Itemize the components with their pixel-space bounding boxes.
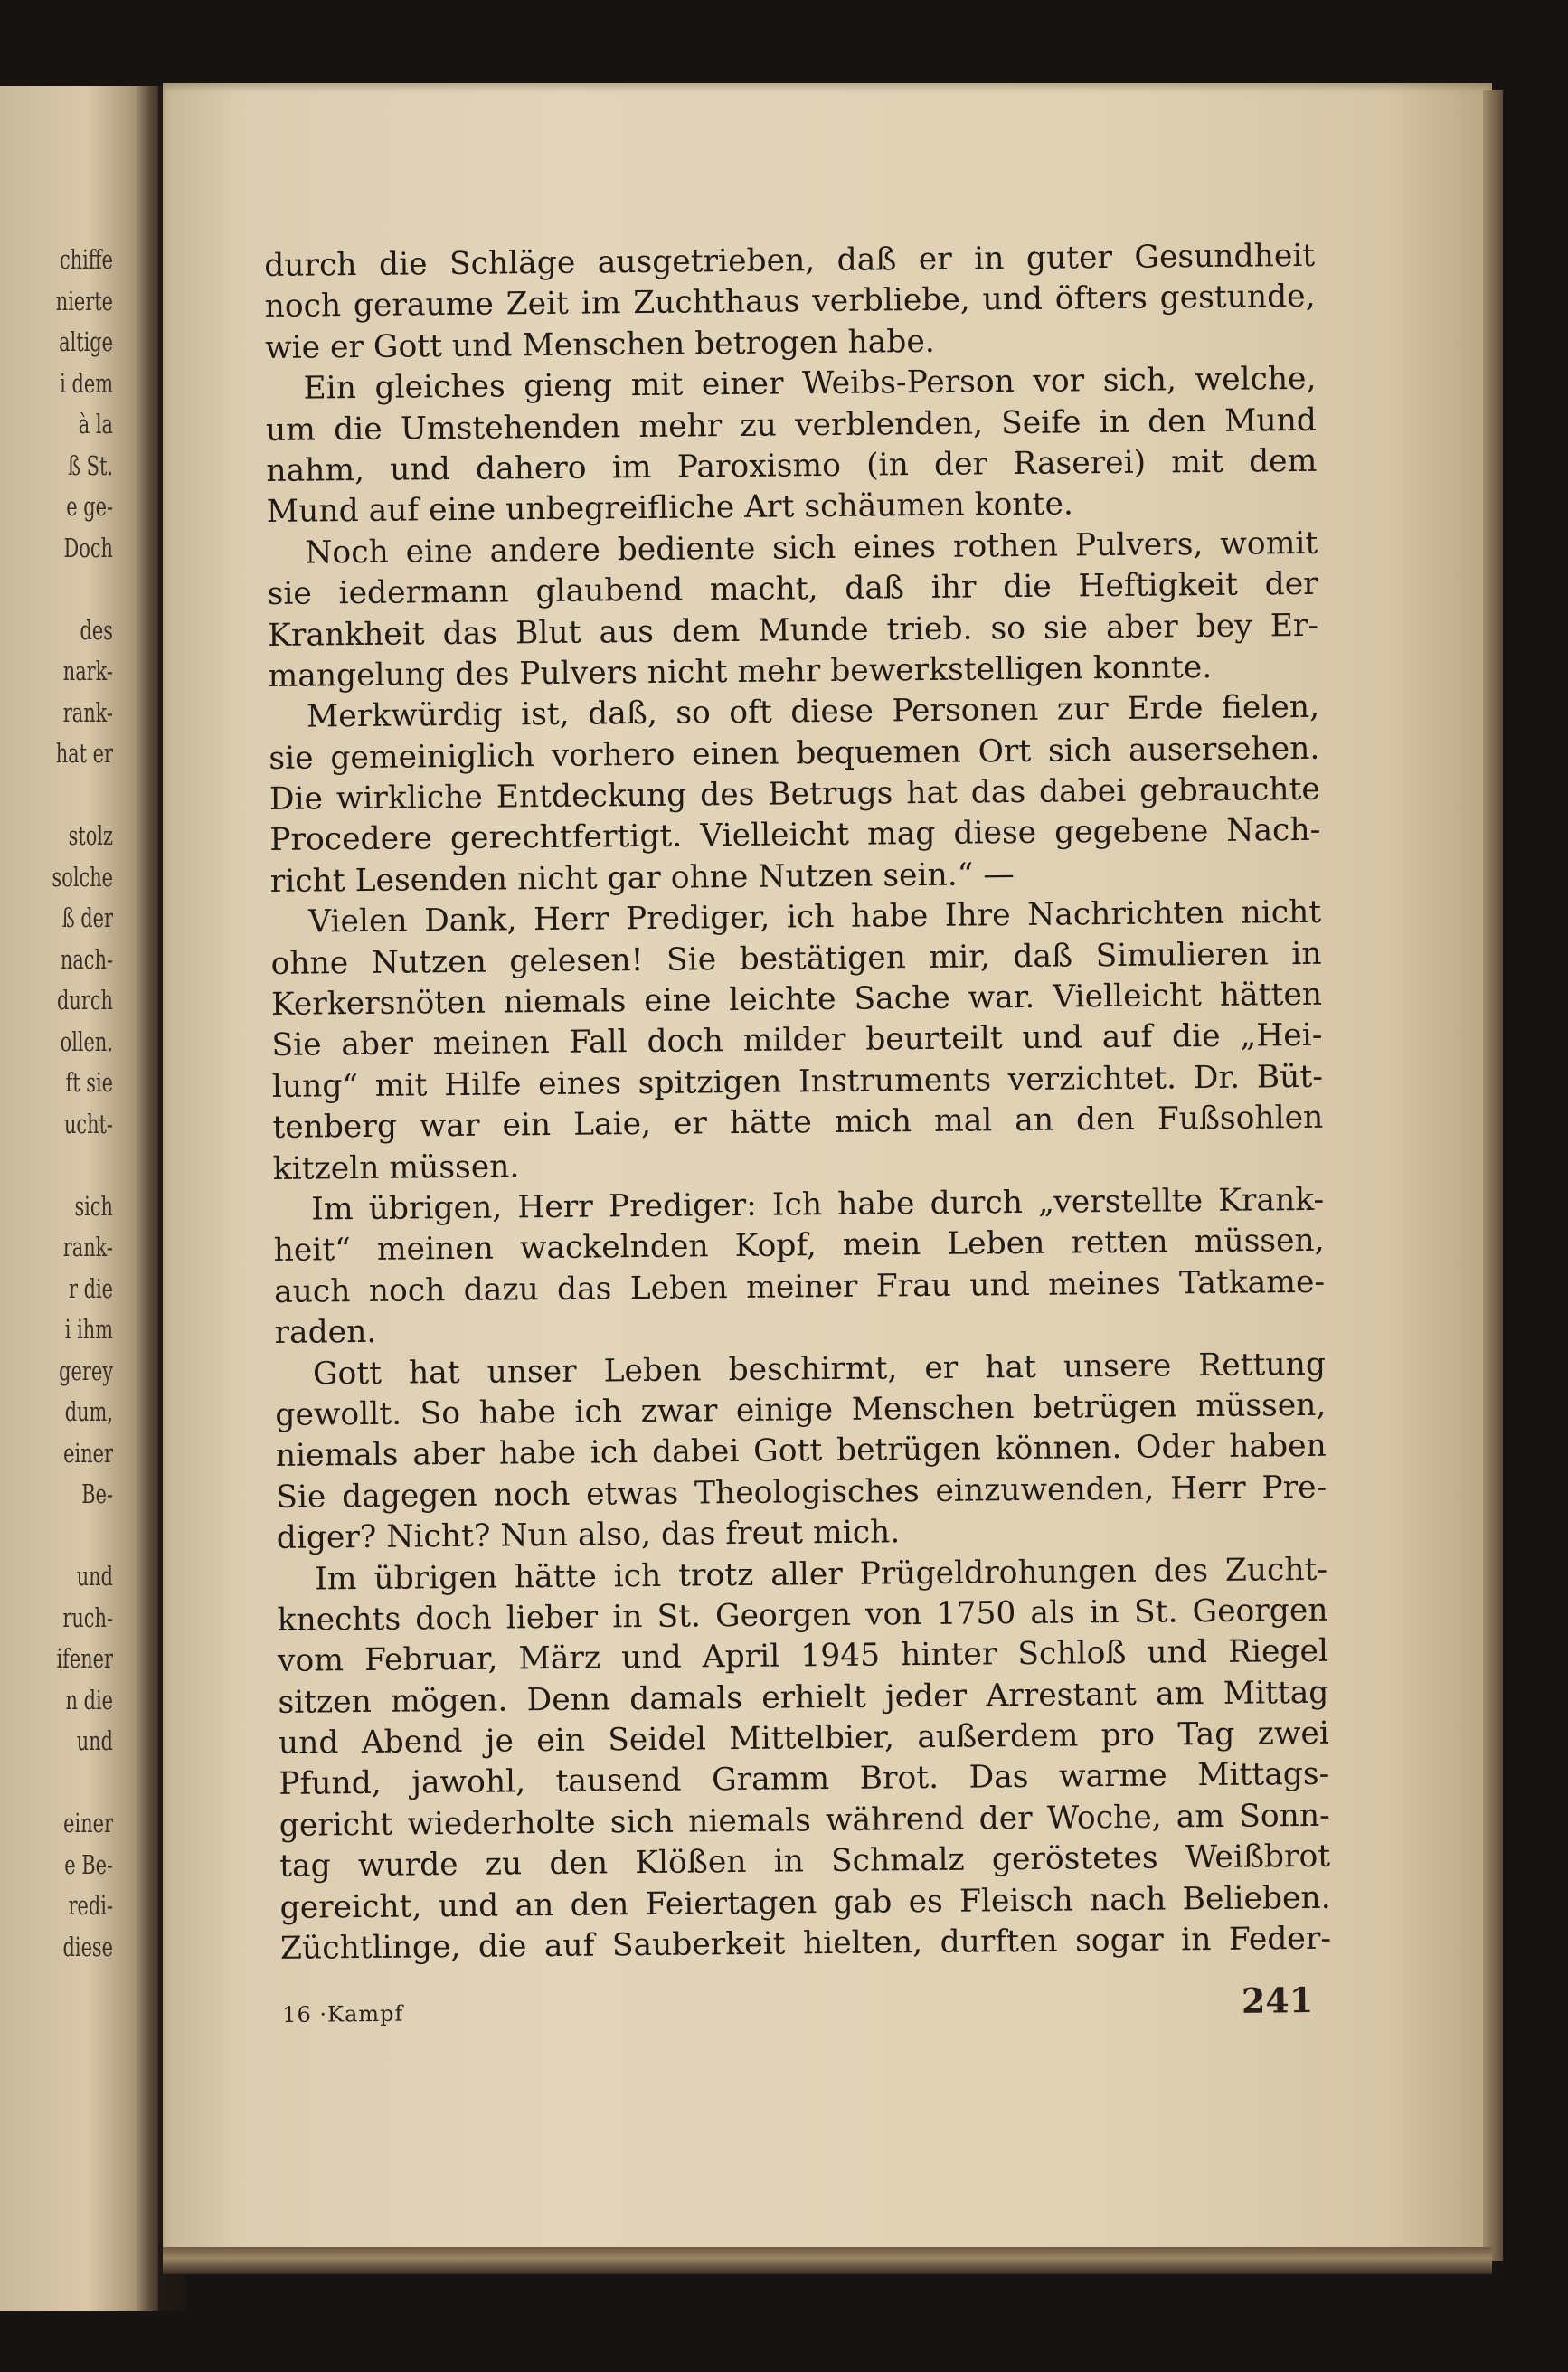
previous-page-line: Be- (81, 1479, 113, 1509)
previous-page-line: dum, (64, 1396, 113, 1427)
text-line: sitzen mögen. Denn damals erhielt jeder Arrestant am Mittag (278, 1674, 1329, 1721)
printer-signature: 16 ·Kampf (282, 2000, 404, 2027)
previous-page-line: à la (78, 409, 113, 439)
previous-page-line: ollen. (60, 1025, 113, 1057)
text-line: tenberg war ein Laie, er hätte mich mal an den Fußsohlen (272, 1100, 1324, 1147)
text-line: raden. (274, 1314, 377, 1352)
text-line: lung“ mit Hilfe eines spitzigen Instruments verzichtet. Dr. Büt- (271, 1058, 1324, 1105)
text-line: um die Umstehenden mehr zu verblenden, Seife in den Mund (265, 402, 1318, 449)
previous-page-line: einer (63, 1437, 113, 1469)
text-line: ohne Nutzen gelesen! Sie bestätigen mir, daß Simulieren in (270, 935, 1322, 982)
text-line: Kerkersnöten niemals eine leichte Sache war. Vielleicht hätten (270, 976, 1323, 1023)
text-line: Im übrigen, Herr Prediger: Ich habe durch „verstellte Krank- (311, 1181, 1325, 1228)
text-line: wie er Gott und Menschen betrogen habe. (264, 323, 935, 366)
previous-page-line: r die (68, 1272, 113, 1304)
previous-page-line: chiffe (59, 244, 113, 275)
text-line: und Abend je ein Seidel Mittelbier, außerdem pro Tag zwei (278, 1715, 1330, 1762)
text-line: Merkwürdig ist, daß, so oft diese Personen zur Erde fielen, (306, 689, 1320, 735)
text-line: Ein gleiches gieng mit einer Weibs-Person vor sich, welche, (303, 361, 1317, 407)
previous-page-line: ß der (61, 902, 113, 933)
text-line: Vielen Dank, Herr Prediger, ich habe Ihre Nachrichten nicht (307, 894, 1322, 940)
text-line: auch noch dazu das Leben meiner Frau und meines Tatkame- (273, 1263, 1326, 1310)
text-line: heit“ meinen wackelnden Kopf, mein Leben retten müssen, (273, 1223, 1325, 1270)
previous-page-line: gerey (59, 1355, 113, 1386)
text-line: knechts doch lieber in St. Georgen von 1750 als in St. Georgen (277, 1592, 1328, 1639)
previous-page-line: i dem (60, 367, 113, 399)
text-line: sie gemeiniglich vorhero einen bequemen Ort sich ausersehen. (269, 730, 1320, 777)
previous-page-line: einer (63, 1808, 113, 1838)
text-line: kitzeln müssen. (272, 1148, 520, 1187)
previous-page-line: redi- (68, 1890, 113, 1921)
text-line: Die wirkliche Entdeckung des Betrugs hat das dabei gebrauchte (269, 770, 1321, 818)
previous-page-line (32, 1762, 113, 1804)
previous-page-line: nach- (60, 943, 113, 975)
previous-page-line: und (76, 1725, 113, 1756)
page-number: 241 (1241, 1980, 1314, 2021)
previous-page-line: nark- (62, 656, 113, 686)
previous-page-line: n die (65, 1684, 113, 1715)
text-line: Krankheit das Blut aus dem Munde trieb. so sie aber bey Er- (267, 607, 1319, 654)
previous-page-line (32, 775, 113, 817)
text-line: richt Lesenden nicht gar ohne Nutzen sein.“ — (269, 855, 1015, 900)
text-line: Züchtlinge, die auf Sauberkeit hielten, durften sogar in Feder- (279, 1920, 1332, 1967)
text-line: Pfund, jawohl, tausend Gramm Brot. Das warme Mittags- (279, 1756, 1330, 1803)
previous-page-line: nierte (55, 285, 113, 317)
previous-page-line (32, 1516, 113, 1557)
previous-page-line: ifener (56, 1643, 113, 1674)
previous-page-line: ucht- (63, 1108, 113, 1139)
page-bottom-edge (163, 2247, 1492, 2274)
previous-page-line: durch (57, 985, 113, 1016)
text-line: Mund auf eine unbegreifliche Art schäumen konte. (266, 486, 1074, 531)
previous-page-line: und (76, 1561, 113, 1592)
previous-page-text (0, 240, 113, 1968)
previous-page-line: ft sie (65, 1067, 113, 1098)
text-line: gericht wiederholte sich niemals während der Woche, am Sonn- (279, 1797, 1330, 1844)
previous-page-line: ruch- (62, 1602, 113, 1633)
previous-page-line: e ge- (66, 491, 113, 522)
text-line: Im übrigen hätte ich trotz aller Prügeldrohungen des Zucht- (314, 1551, 1328, 1598)
previous-page-line: rank- (62, 1232, 113, 1262)
text-line: gewollt. So habe ich zwar einige Menschen betrügen müssen, (275, 1386, 1327, 1433)
previous-page-line: des (80, 614, 113, 646)
previous-page (0, 86, 158, 2311)
text-line: vom Februar, März und April 1945 hinter Schloß und Riegel (277, 1633, 1329, 1680)
text-line: diger? Nicht? Nun also, das freut mich. (276, 1514, 901, 1557)
text-line: sie iedermann glaubend macht, daß ihr die Heftigkeit der (267, 565, 1318, 613)
text-line: durch die Schläge ausgetrieben, daß er in guter Gesundheit (264, 237, 1316, 284)
previous-page-line: hat er (55, 738, 113, 769)
text-line: tag wurde zu den Klößen in Schmalz geröstetes Weißbrot (279, 1838, 1331, 1885)
text-line: nahm, und dahero im Paroxismo (in der Raserei) mit dem (266, 442, 1318, 489)
text-line: Sie dagegen noch etwas Theologisches einzuwenden, Herr Pre- (276, 1469, 1327, 1516)
text-line: Sie aber meinen Fall doch milder beurteilt und auf die „Hei- (271, 1017, 1323, 1064)
previous-page-line (32, 1145, 113, 1186)
previous-page-line: sich (74, 1190, 113, 1222)
previous-page-line: diese (62, 1931, 113, 1962)
text-line: mangelung des Pulvers nicht mehr bewerkstelligen konnte. (268, 648, 1213, 695)
previous-page-line: solche (52, 861, 113, 893)
previous-page-line (32, 569, 113, 610)
page-body-text (264, 236, 1331, 1970)
text-line: noch geraume Zeit im Zuchthaus verbliebe, und öfters gestunde, (264, 279, 1316, 326)
previous-page-line: i ihm (64, 1314, 113, 1345)
previous-page-line: Doch (63, 532, 113, 563)
previous-page-line: stolz (68, 820, 113, 851)
text-line: niemals aber habe ich dabei Gott betrügen können. Oder haben (275, 1428, 1327, 1475)
text-line: Gott hat unser Leben beschirmt, er hat unsere Rettung (312, 1346, 1327, 1393)
previous-page-line: e Be- (64, 1848, 113, 1880)
previous-page-line: ß St. (68, 449, 113, 481)
previous-page-line: altige (59, 326, 113, 357)
previous-page-line: rank- (62, 696, 113, 728)
text-line: Procedere gerechtfertigt. Vielleicht mag diese gegebene Nach- (269, 812, 1321, 859)
text-line: Noch eine andere bediente sich eines rothen Pulvers, womit (305, 524, 1318, 572)
text-line: gereicht, und an den Feiertagen gab es Fleisch nach Belieben. (279, 1879, 1331, 1926)
page-edge (1483, 90, 1503, 2261)
